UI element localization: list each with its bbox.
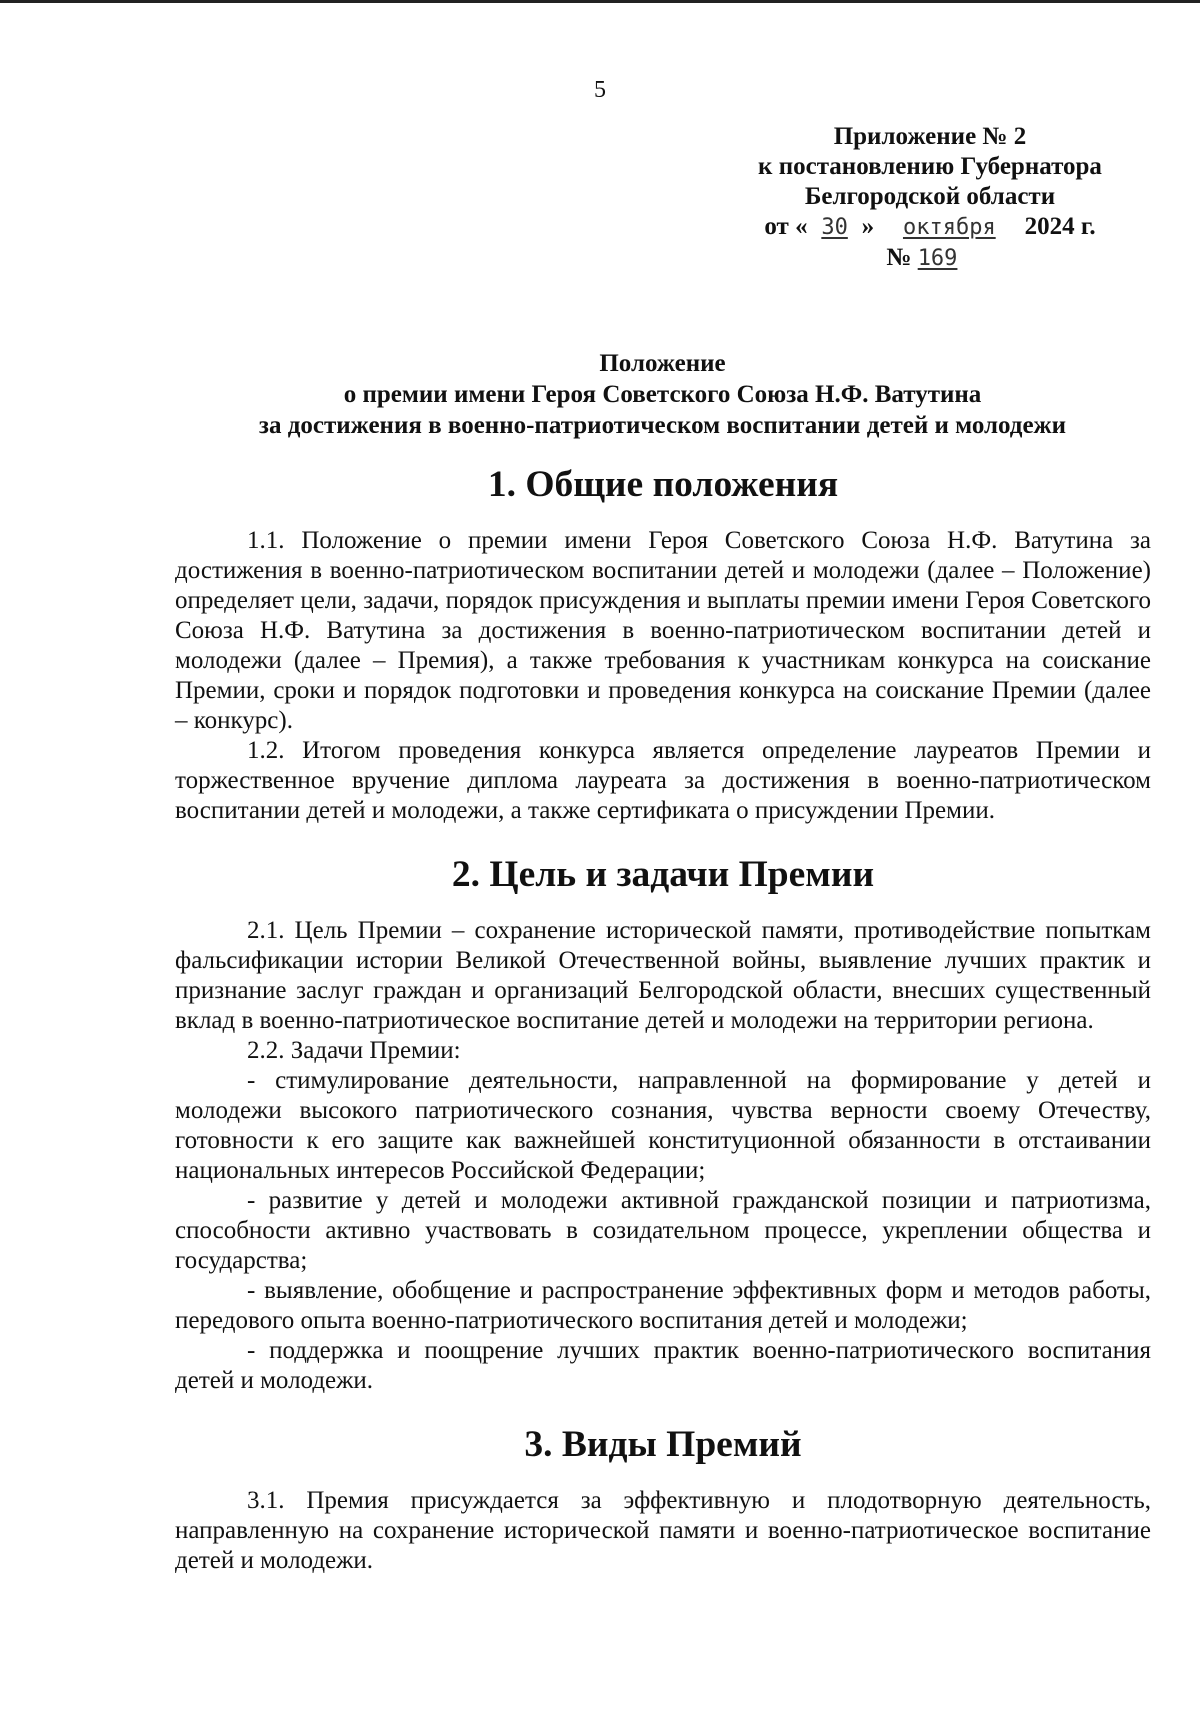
- list-item: - поддержка и поощрение лучших практик военно-патриотического воспитания детей и молодежи.: [175, 1337, 1151, 1394]
- title-line-2: о премии имени Героя Советского Союза Н.Ф. Ватутина: [343, 381, 982, 408]
- paragraph-1-2: 1.2. Итогом проведения конкурса является определение лауреатов Премии и торжественное вручение диплома лауреата за достижения в военно-патриотическом воспитании детей и молодежи, а также сертификата о присуждении Премии.: [175, 737, 1151, 824]
- date-year: 2024 г.: [1024, 213, 1096, 240]
- annex-title: Приложение № 2: [833, 123, 1027, 150]
- annex-date: [700, 212, 1160, 243]
- paragraph-2-1: 2.1. Цель Премии – сохранение исторической памяти, противодействие попыткам фальсификации истории Великой Отечественной войны, выявление лучших практик и признание заслуг граждан и организаций Белгородской области, внесших существенный вклад в военно-патриотическое воспитание детей и молодежи на территории региона.: [175, 917, 1151, 1034]
- annex-region: Белгородской области: [804, 183, 1056, 210]
- document-title: [175, 348, 1150, 441]
- section-2-heading: 2. Цель и задачи Премии: [451, 854, 875, 895]
- date-prefix: от «: [764, 213, 808, 240]
- paragraph-2-2: 2.2. Задачи Премии:: [247, 1037, 461, 1064]
- paragraph-1-1: 1.1. Положение о премии имени Героя Советского Союза Н.Ф. Ватутина за достижения в военно-патриотическом воспитании детей и молодежи (далее – Положение) определяет цели, задачи, порядок присуждения и выплаты премии имени Героя Советского Союза Н.Ф. Ватутина за достижения в военно-патриотическом воспитании детей и молодежи (далее – Премия), а также требования к участникам конкурса на соискание Премии, сроки и порядок подготовки и проведения конкурса на соискание Премии (далее – конкурс).: [175, 527, 1151, 734]
- date-month: октября: [902, 215, 996, 240]
- section-3-heading: 3. Виды Премий: [524, 1424, 802, 1465]
- decree-number: 169: [917, 246, 958, 271]
- annex-decree-ref: к постановлению Губернатора: [758, 153, 1102, 180]
- list-item: - развитие у детей и молодежи активной гражданской позиции и патриотизма, способности активно участвовать в созидательном процессе, укреплении общества и государства;: [175, 1187, 1151, 1274]
- date-day: 30: [821, 215, 848, 240]
- list-item: - стимулирование деятельности, направленной на формирование у детей и молодежи высокого патриотического сознания, чувства верности своему Отечеству, готовности к его защите как важнейшей конституционной обязанности в отстаивании национальных интересов Российской Федерации;: [175, 1067, 1151, 1184]
- page-number: 5: [594, 77, 606, 103]
- title-line-3: за достижения в военно-патриотическом воспитании детей и молодежи: [258, 412, 1067, 439]
- annex-number: [700, 243, 1160, 274]
- top-border-line: [0, 0, 1200, 3]
- document-body: [175, 464, 1151, 1576]
- list-item: - выявление, обобщение и распространение эффективных форм и методов работы, передового опыта военно-патриотического воспитания детей и молодежи;: [175, 1277, 1151, 1334]
- number-prefix: №: [886, 244, 912, 271]
- annex-header: [700, 122, 1160, 274]
- date-mid: »: [861, 213, 875, 240]
- paragraph-3-1: 3.1. Премия присуждается за эффективную и плодотворную деятельность, направленную на сохранение исторической памяти и военно-патриотическое воспитание детей и молодежи.: [175, 1487, 1151, 1574]
- title-line-1: Положение: [599, 350, 726, 377]
- section-1-heading: 1. Общие положения: [487, 464, 839, 505]
